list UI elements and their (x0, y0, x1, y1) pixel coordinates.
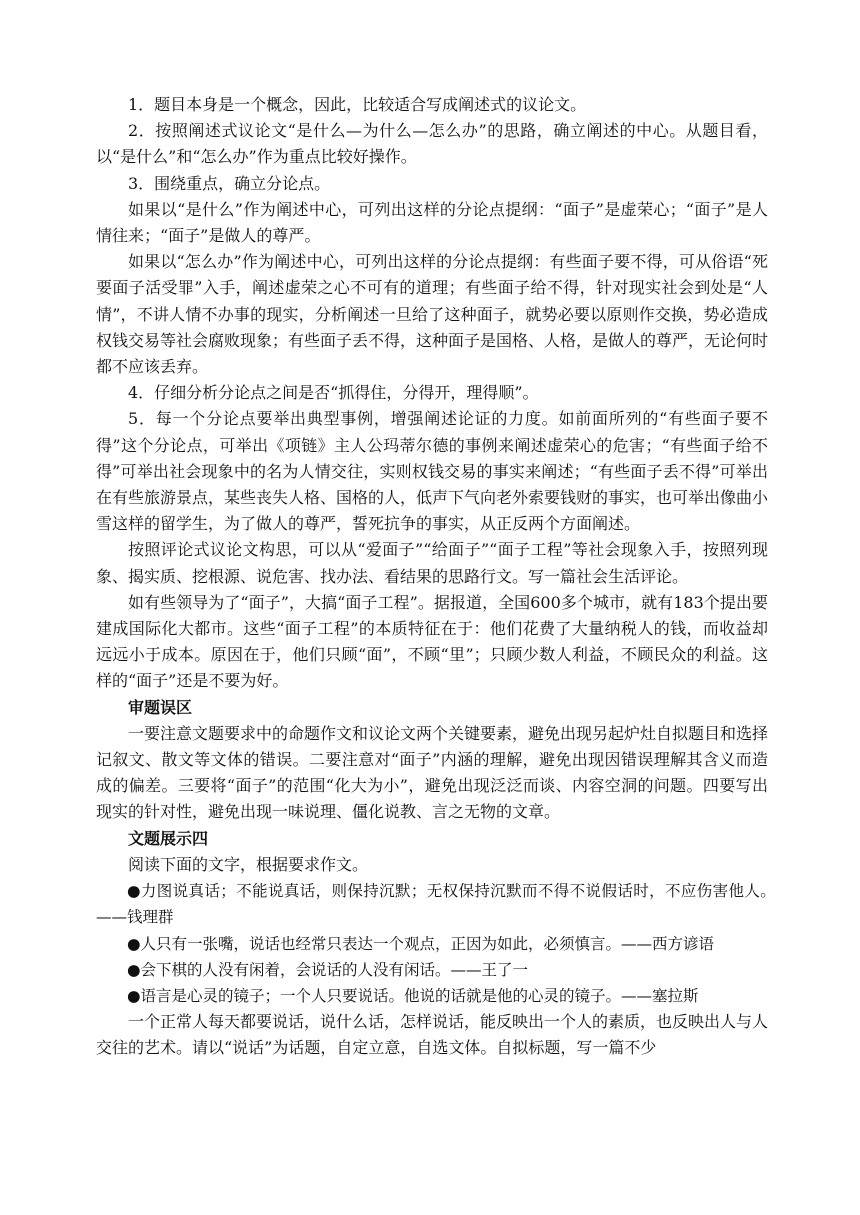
misread-heading: 审题误区 (128, 697, 193, 717)
document-page (96, 92, 784, 1062)
quote-item: ●语言是心灵的镜子；一个人只要说话。他说的话就是他的心灵的镜子。——塞拉斯 (127, 986, 699, 1005)
prompt-four-intro: 阅读下面的文字，根据要求作文。 (128, 854, 369, 874)
misread-body: 一要注意文题要求中的命题作文和议论文两个关键要素，避免出现另起炉灶自拟题目和选择记叙文、散文等文体的错误。二要注意对“面子”内涵的理解，避免出现因错误理解其含义而造成的偏差。三要将“面子”的范围“化大为小”，避免出现泛泛而谈、内容空洞的问题。四要写出现实的针对性，避免出现一味说理、僵化说教、言之无物的文章。 (96, 723, 769, 822)
point-1: 1．题目本身是一个概念，因此，比较适合写成阐述式的议论文。 (128, 95, 587, 114)
point-3: 3．围绕重点，确立分论点。 (128, 173, 331, 193)
prompt-four-requirement: 一个正常人每天都要说话，说什么话，怎样说话，能反映出一个人的素质，也反映出人与人交往的艺术。请以“说话”为话题，自定立意，自选文体。自拟标题，写一篇不少 (96, 1012, 769, 1058)
quote-item: ●会下棋的人没有闲着，会说话的人没有闲话。——王了一 (127, 960, 529, 979)
quote-item: ●人只有一张嘴，说话也经常只表达一个观点，正因为如此，必须慎言。——西方谚语 (127, 934, 715, 953)
commentary-paragraph: 按照评论式议论文构思，可以从“爱面子”“给面子”“面子工程”等社会现象入手，按照列现象、揭实质、挖根源、说危害、找办法、看结果的思路行文。写一篇社会生活评论。 (96, 540, 768, 586)
quote-item: ●力图说真话；不能说真话，则保持沉默；无权保持沉默而不得不说假话时，不应伤害他人。 ——钱理群 (96, 882, 784, 927)
what-outline-paragraph: 如果以“是什么”作为阐述中心，可列出这样的分论点提纲：“面子”是虚荣心；“面子”是人情往来；“面子”是做人的尊严。 (96, 199, 768, 246)
example-paragraph: 如有些领导为了“面子”，大搞“面子工程”。据报道，全国600多个城市，就有183个提出要建成国际化大都市。这些“面子工程”的本质特征在于：他们花费了大量纳税人的钱，而收益却远远小于成本。原因在于，他们只顾“面”，不顾“里”；只顾少数人利益，不顾民众的利益。这样的“面子”还是不要为好。 (96, 592, 768, 691)
prompt-four-heading: 文题展示四 (128, 828, 209, 848)
point-5: 5．每一个分论点要举出典型事例，增强阐述论证的力度。如前面所列的“有些面子要不得”这个分论点，可举出《项链》主人公玛蒂尔德的事例来阐述虚荣心的危害；“有些面子给不得”可举出社会现象中的名为人情交往，实则权钱交易的事实来阐述；“有些面子丢不得”可举出在有些旅游景点，某些丧失人格、国格的人，低声下气向老外索要钱财的事实，也可举出像曲小雪这样的留学生，为了做人的尊严，誓死抗争的事实，从正反两个方面阐述。 (96, 409, 769, 534)
point-2: 2．按照阐述式议论文“是什么—为什么—怎么办”的思路，确立阐述的中心。从题目看，以“是什么”和“怎么办”作为重点比较好操作。 (96, 121, 768, 167)
how-outline-paragraph: 如果以“怎么办”作为阐述中心，可列出这样的分论点提纲：有些面子要不得，可从俗语“死要面子活受罪”入手，阐述虚荣之心不可有的道理；有些面子给不得，针对现实社会到处是“人情”，不讲人情不办事的现实，分析阐述一旦给了这种面子，就势必要以原则作交换，势必造成权钱交易等社会腐败现象；有些面子丢不得，这种面子是国格、人格，是做人的尊严，无论何时都不应该丢弃。 (96, 252, 769, 377)
point-4: 4．仔细分析分论点之间是否“抓得住，分得开，理得顺”。 (128, 383, 539, 403)
